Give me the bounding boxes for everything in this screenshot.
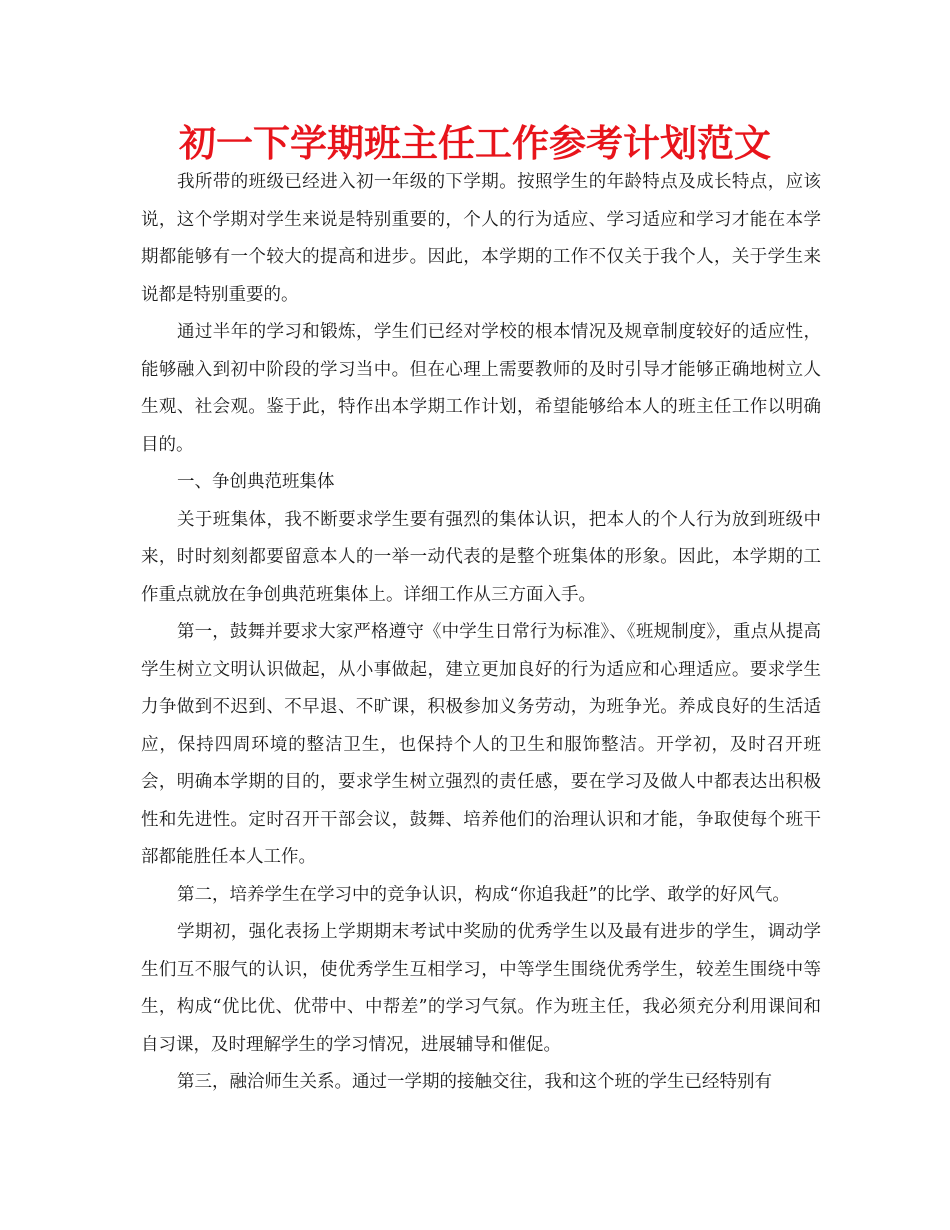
document-title: 初一下学期班主任工作参考计划范文 bbox=[179, 122, 771, 165]
paragraph: 第三，融洽师生关系。通过一学期的接触交往，我和这个班的学生已经特别有 bbox=[177, 1072, 772, 1092]
document-body bbox=[141, 164, 821, 1102]
paragraph: 通过半年的学习和锻炼，学生们已经对学校的根本情况及规章制度较好的适应性，能够融入到初中阶段的学习当中。但在心理上需要教师的及时引导才能够正确地树立人生观、社会观。鉴于此，特作出本学期工作计划，希望能够给本人的班主任工作以明确目的。 bbox=[141, 322, 821, 455]
paragraph: 学期初，强化表扬上学期期末考试中奖励的优秀学生以及最有进步的学生，调动学生们互不服气的认识，使优秀学生互相学习，中等学生围绕优秀学生，较差生围绕中等生，构成“优比优、优带中、中帮差”的学习气氛。作为班主任，我必须充分利用课间和自习课，及时理解学生的学习情况，进展辅导和催促。 bbox=[141, 922, 821, 1055]
paragraph: 第二，培养学生在学习中的竞争认识，构成“你追我赶”的比学、敢学的好风气。 bbox=[177, 884, 790, 905]
paragraph: 我所带的班级已经进入初一年级的下学期。按照学生的年龄特点及成长特点，应该说，这个学期对学生来说是特别重要的，个人的行为适应、学习适应和学习才能在本学期都能够有一个较大的提高和进步。因此，本学期的工作不仅关于我个人，关于学生来说都是特别重要的。 bbox=[141, 172, 821, 305]
paragraph: 第一，鼓舞并要求大家严格遵守《中学生日常行为标准》、《班规制度》，重点从提高学生树立文明认识做起，从小事做起，建立更加良好的行为适应和心理适应。要求学生力争做到不迟到、不早退、不旷课，积极参加义务劳动，为班争光。养成良好的生活适应，保持四周环境的整洁卫生，也保持个人的卫生和服饰整洁。开学初，及时召开班会，明确本学期的目的，要求学生树立强烈的责任感，要在学习及做人中都表达出积极性和先进性。定时召开干部会议，鼓舞、培养他们的治理认识和才能，争取使每个班干部都能胜任本人工作。 bbox=[141, 622, 821, 867]
section-heading: 一、争创典范班集体 bbox=[177, 472, 335, 492]
paragraph: 关于班集体，我不断要求学生要有强烈的集体认识，把本人的个人行为放到班级中来，时时刻刻都要留意本人的一举一动代表的是整个班集体的形象。因此，本学期的工作重点就放在争创典范班集体上。详细工作从三方面入手。 bbox=[141, 509, 821, 605]
